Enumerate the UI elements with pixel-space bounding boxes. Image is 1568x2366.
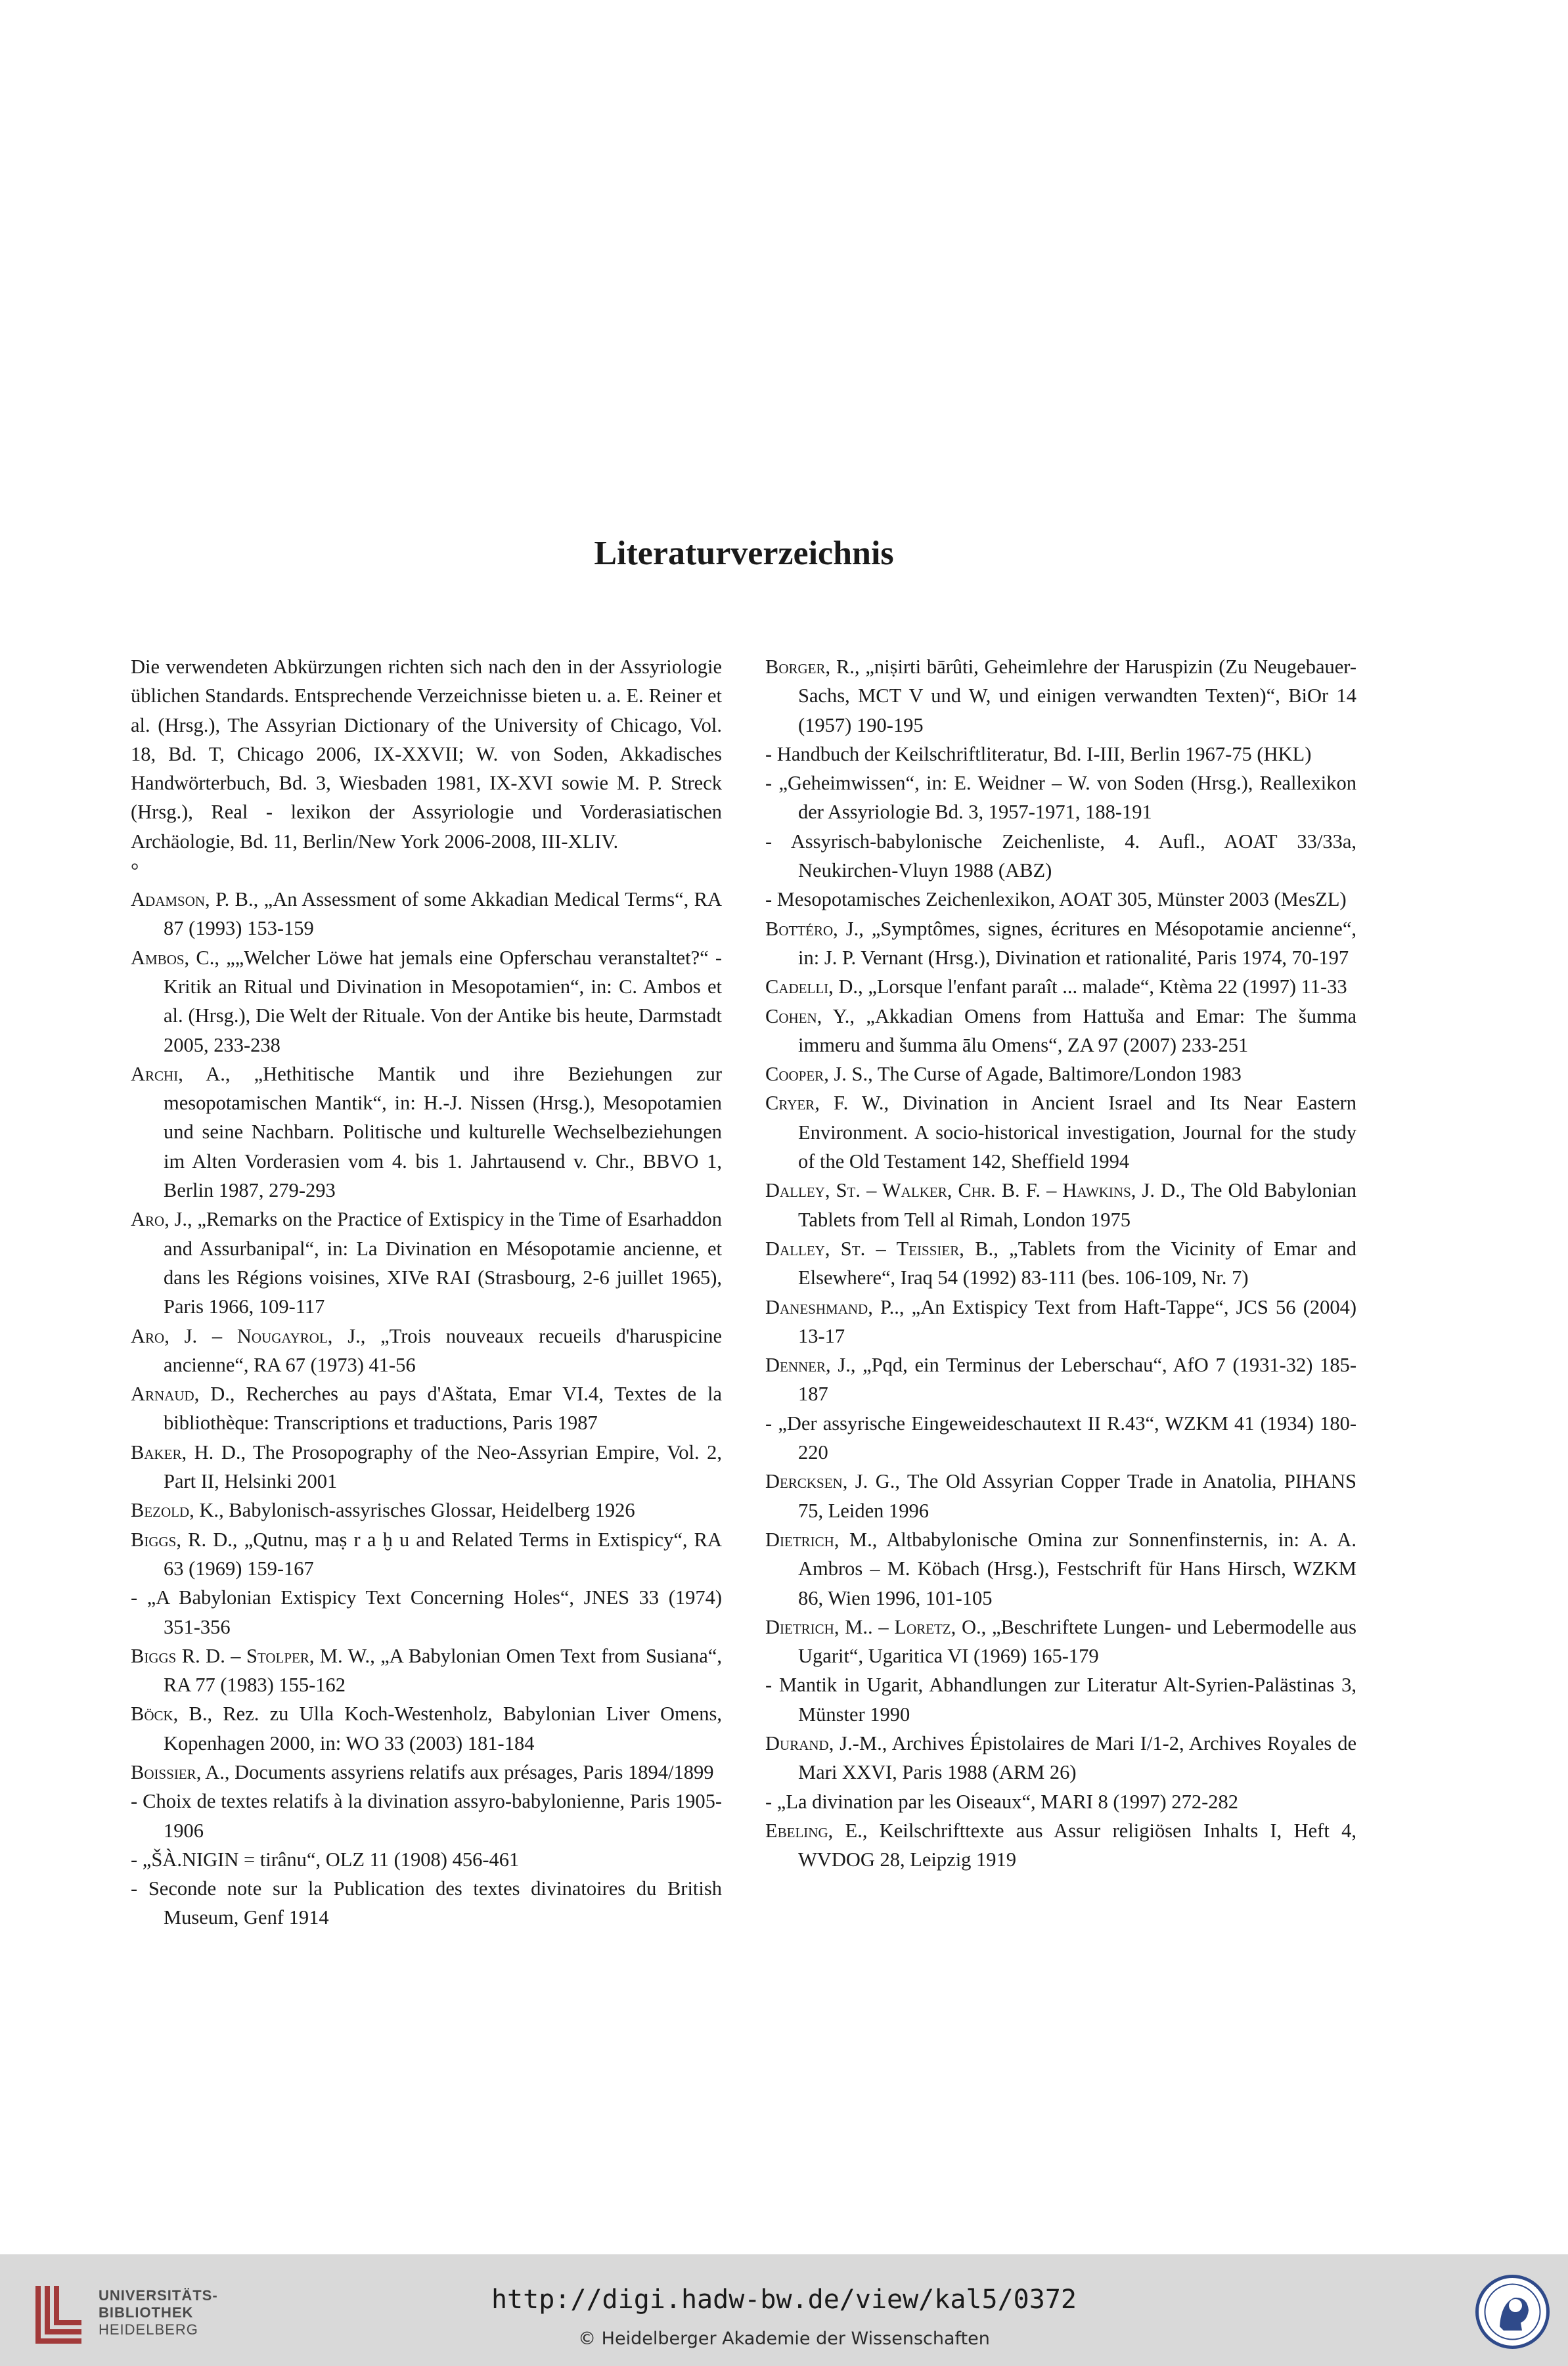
bibliography-entry xyxy=(765,827,1356,885)
bibliography-entry xyxy=(765,1816,1356,1875)
entry-details: Choix de textes relatifs à la divination assyro-babylonienne, Paris 1905-1906 xyxy=(143,1790,723,1842)
bibliography-entry xyxy=(765,1670,1356,1729)
entry-details: Documents assyriens relatifs aux présages, Paris 1894/1899 xyxy=(235,1760,714,1783)
entry-details: „ŠÀ.NIGIN = tirânu“, OLZ 11 (1908) 456-461 xyxy=(142,1848,520,1871)
bibliography-entry xyxy=(131,1525,722,1584)
entry-author: - xyxy=(765,742,773,765)
entry-separator: , xyxy=(884,1092,903,1115)
entry-separator: , xyxy=(187,1208,198,1231)
left-column xyxy=(131,652,722,1932)
library-line-3: HEIDELBERG xyxy=(99,2321,198,2338)
entry-author: - xyxy=(765,830,773,853)
entry-separator xyxy=(772,1412,778,1435)
right-column xyxy=(765,652,1356,1874)
bibliography-entry xyxy=(765,1467,1356,1525)
library-line-1: UNIVERSITÄTS- xyxy=(99,2287,218,2304)
entry-author: Böck, B. xyxy=(131,1703,208,1726)
entry-author: Dercksen, J. G. xyxy=(765,1470,895,1493)
entry-author: Dietrich, M. xyxy=(765,1528,872,1551)
entry-separator xyxy=(772,1674,779,1696)
entry-author: - xyxy=(131,1848,138,1871)
entry-separator: , xyxy=(882,1731,892,1754)
entry-author: Biggs R. D. – Stolper, M. W. xyxy=(131,1644,370,1667)
entry-separator xyxy=(772,830,791,853)
entry-details: „La divination par les Oiseaux“, MARI 8 (1997) 272-282 xyxy=(776,1790,1238,1813)
intro-paragraph: Die verwendeten Abkürzungen richten sich nach den in der Assyriologie üblichen Standards. Entsprechende Verzeichnisse bieten u. a. E. Reiner et al. (Hrsg.), The Assyrian Dictionary of the University of Chicago, Vol. 18, Bd. T, Chicago 2006, IX-XXVII; W. von Soden, Akkadisches Handwörterbuch, Bd. 3, Wiesbaden 1981, IX-XVI sowie M. P. Streck (Hrsg.), Real - lexikon der Assyriologie und Vorderasiatischen Archäologie, Bd. 11, Berlin/New York 2006-2008, III-XLIV. xyxy=(131,656,722,853)
entry-author: - xyxy=(131,1790,138,1813)
bibliography-entry xyxy=(131,1322,722,1380)
entry-author: Aro, J. – Nougayrol, J. xyxy=(131,1324,361,1347)
academy-seal-icon xyxy=(1475,2274,1550,2350)
entry-author: - xyxy=(765,1674,773,1697)
entry-separator xyxy=(772,1791,777,1813)
entry-author: Dalley, St. – Teissier, B. xyxy=(765,1237,994,1260)
entry-author: Baker, H. D. xyxy=(131,1440,241,1463)
copyright-notice: © Heidelberger Akademie der Wissenschaften xyxy=(578,2329,990,2349)
entry-separator xyxy=(137,1586,147,1609)
entry-details: „Symptômes, signes, écritures en Mésopotamie ancienne“, in: J. P. Vernant (Hrsg.), Divination et rationalité, Paris 1974, 70-197 xyxy=(798,917,1356,969)
entry-details: Divination in Ancient Israel and Its Near Eastern Environment. A socio-historical investigation, Journal for the study of the Old Testament 142, Sheffield 1994 xyxy=(798,1092,1357,1173)
entry-details: „Hethitische Mantik und ihre Beziehungen zur mesopotamischen Mantik“, in: H.-J. Nissen (Hrsg.), Mesopotamien und seine Nachbarn. Politische und kulturelle Wechselbeziehungen im Alten Vorderasien vom 4. bis 1. Jahrtausend v. Chr., BBVO 1, Berlin 1987, 279-293 xyxy=(164,1062,723,1202)
entry-separator: , xyxy=(370,1644,381,1667)
bibliography-entry xyxy=(131,1641,722,1700)
bibliography-entry xyxy=(765,972,1356,1001)
entry-separator: , xyxy=(360,1324,381,1347)
entry-details: Assyrisch-babylonische Zeichenliste, 4. Aufl., AOAT 33/33a, Neukirchen-Vluyn 1988 (ABZ) xyxy=(790,830,1356,882)
bibliography-entry xyxy=(131,1583,722,1641)
library-line-2: BIBLIOTHEK xyxy=(99,2304,194,2321)
bibliography-entry xyxy=(765,1176,1356,1234)
entry-separator: , xyxy=(253,888,264,911)
entry-separator: , xyxy=(849,1004,866,1027)
bibliography-entry xyxy=(131,1699,722,1758)
entry-separator: , xyxy=(219,1499,229,1522)
entry-author: Bezold, K. xyxy=(131,1499,219,1522)
entry-details: Rez. zu Ulla Koch-Westenholz, Babylonian Liver Omens, Kopenhagen 2000, in: WO 33 (2003) 181-184 xyxy=(164,1703,722,1754)
entry-details: „Geheimwissen“, in: E. Weidner – W. von Soden (Hrsg.), Reallexikon der Assyriologie Bd. 3, 1957-1971, 188-191 xyxy=(778,772,1357,824)
entry-details: The Old Assyrian Copper Trade in Anatolia, PIHANS 75, Leiden 1996 xyxy=(798,1470,1356,1522)
entry-author: - xyxy=(131,1877,138,1900)
entry-details: „Trois nouveaux recueils d'haruspicine ancienne“, RA 67 (1973) 41-56 xyxy=(164,1324,723,1376)
entry-author: Denner, J. xyxy=(765,1354,851,1377)
page-url-link[interactable]: http://digi.hadw-bw.de/view/kal5/0372 xyxy=(491,2285,1077,2315)
intro-mark: ° xyxy=(131,859,139,882)
entry-separator: , xyxy=(224,1760,235,1783)
entry-author: Archi, A. xyxy=(131,1062,225,1085)
bibliography-entry xyxy=(131,1379,722,1438)
entry-details: „Akkadian Omens from Hattuša and Emar: The šumma immeru and šumma ālu Omens“, ZA 97 (2007) 233-251 xyxy=(798,1004,1356,1056)
entry-author: Borger, R. xyxy=(765,656,855,678)
entry-separator xyxy=(772,772,778,794)
entry-details: „A Babylonian Omen Text from Susiana“, RA 77 (1983) 155-162 xyxy=(164,1644,722,1697)
entry-separator: , xyxy=(229,1383,246,1406)
entry-separator xyxy=(772,888,777,910)
entry-details: Handbuch der Keilschriftliteratur, Bd. I-III, Berlin 1967-75 (HKL) xyxy=(776,742,1312,765)
bibliography-entry xyxy=(765,1002,1356,1060)
bibliography-entry xyxy=(765,1525,1356,1613)
bibliography-entry xyxy=(131,1060,722,1205)
entry-details: The Curse of Agade, Baltimore/London 1983 xyxy=(877,1063,1242,1086)
bibliography-entry xyxy=(765,1787,1356,1816)
entry-details: „niṣirti bārûti, Geheimlehre der Haruspizin (Zu Neugebauer-Sachs, MCT V und W, und einigen verwandten Texten)“, BiOr 14 (1957) 190-195 xyxy=(798,656,1357,736)
entry-author: - xyxy=(765,1790,773,1813)
entry-details: The Old Babylonian Tablets from Tell al Rimah, London 1975 xyxy=(798,1179,1357,1231)
page-title: Literaturverzeichnis xyxy=(594,534,894,572)
entry-author: Ambos, C. xyxy=(131,946,215,969)
entry-details: „A Babylonian Extispicy Text Concerning Holes“, JNES 33 (1974) 351-356 xyxy=(146,1586,723,1638)
entry-details: Mantik in Ugarit, Abhandlungen zur Literatur Alt-Syrien-Palästinas 3, Münster 1990 xyxy=(779,1674,1356,1726)
entry-separator: , xyxy=(895,1470,907,1493)
entry-separator: , xyxy=(858,975,868,998)
entry-author: Adamson, P. B. xyxy=(131,888,254,911)
entry-separator: , xyxy=(981,1615,993,1638)
bibliography-entry xyxy=(765,740,1356,769)
bibliography-entry xyxy=(765,1729,1356,1787)
entry-author: Cooper, J. S. xyxy=(765,1063,868,1086)
bibliography-entry xyxy=(131,1787,722,1845)
entry-author: Boissier, A. xyxy=(131,1760,225,1783)
entry-details: Mesopotamisches Zeichenlexikon, AOAT 305, Münster 2003 (MesZL) xyxy=(776,888,1347,911)
entry-author: Dalley, St. – Walker, Chr. B. F. – Hawkins, J. D. xyxy=(765,1179,1180,1202)
entry-author: Biggs, R. D. xyxy=(131,1528,233,1551)
bibliography-entry xyxy=(131,1205,722,1321)
entry-separator xyxy=(137,1877,148,1900)
entry-author: Dietrich, M.. – Loretz, O. xyxy=(765,1615,981,1638)
entry-details: „Pqd, ein Terminus der Leberschau“, AfO 7 (1931-32) 185-187 xyxy=(798,1354,1357,1406)
entry-details: Babylonisch-assyrisches Glossar, Heidelberg 1926 xyxy=(229,1499,635,1522)
bibliography-entry xyxy=(765,1088,1356,1176)
entry-separator: , xyxy=(872,1528,887,1551)
entry-separator: , xyxy=(214,946,227,969)
entry-separator: , xyxy=(854,656,866,678)
entry-separator: , xyxy=(899,1295,912,1318)
bibliography-entry xyxy=(131,1438,722,1496)
entry-author: Aro, J. xyxy=(131,1208,188,1231)
entry-details: „„Welcher Löwe hat jemals eine Opferschau veranstaltet?“ - Kritik an Ritual und Divination in Mesopotamien“, in: C. Ambos et al. (Hrsg.), Die Welt der Rituale. Von der Antike bis heute, Darmstadt 2005, 233-238 xyxy=(164,946,723,1056)
entry-separator: , xyxy=(868,1063,878,1086)
entry-details: Archives Épistolaires de Mari I/1-2, Archives Royales de Mari XXVI, Paris 1988 (ARM 26) xyxy=(798,1731,1356,1784)
bibliography-entry xyxy=(765,1060,1356,1088)
entry-separator xyxy=(137,1848,143,1871)
entry-author: Arnaud, D. xyxy=(131,1383,230,1406)
entry-separator: , xyxy=(225,1062,254,1085)
entry-separator: , xyxy=(850,1354,863,1377)
entry-author: - xyxy=(131,1586,138,1609)
bibliography-entry xyxy=(765,1409,1356,1467)
bibliography-entry xyxy=(765,885,1356,914)
entry-details: „Tablets from the Vicinity of Emar and Elsewhere“, Iraq 54 (1992) 83-111 (bes. 106-109, Nr. 7) xyxy=(798,1237,1356,1289)
entry-details: „An Assessment of some Akkadian Medical Terms“, RA 87 (1993) 153-159 xyxy=(164,888,722,940)
entry-details: The Prosopography of the Neo-Assyrian Empire, Vol. 2, Part II, Helsinki 2001 xyxy=(164,1440,722,1493)
entry-author: Bottéro, J. xyxy=(765,917,859,940)
bibliography-list-right xyxy=(765,652,1356,1874)
bibliography-entry xyxy=(131,1496,722,1525)
entry-separator xyxy=(772,743,777,765)
entry-details: Keilschrifttexte aus Assur religiösen Inhalts I, Heft 4, WVDOG 28, Leipzig 1919 xyxy=(798,1819,1357,1871)
bibliography-entry xyxy=(131,1845,722,1874)
entry-details: Recherches au pays d'Aštata, Emar VI.4, Textes de la bibliothèque: Transcriptions et traductions, Paris 1987 xyxy=(164,1383,723,1435)
entry-details: Altbabylonische Omina zur Sonnenfinsternis, in: A. A. Ambros – M. Köbach (Hrsg.), Festschrift für Hans Hirsch, WZKM 86, Wien 1996, 101-105 xyxy=(798,1528,1356,1609)
entry-author: - xyxy=(765,888,773,911)
entry-separator: , xyxy=(862,1819,880,1842)
entry-author: Cadelli, D. xyxy=(765,975,859,998)
entry-author: Cohen, Y. xyxy=(765,1004,850,1027)
bibliography-entry xyxy=(765,1613,1356,1671)
bibliography-entry xyxy=(765,1234,1356,1293)
entry-details: „Der assyrische Eingeweideschautext II R.43“, WZKM 41 (1934) 180-220 xyxy=(778,1412,1356,1464)
entry-details: „Remarks on the Practice of Extispicy in the Time of Esarhaddon and Assurbanipal“, in: La Divination en Mésopotamie ancienne, et dans les Régions voisines, XIVe RAI (Strasbourg, 2-6 juillet 1965), Paris 1966, 109-117 xyxy=(164,1208,723,1318)
entry-details: „Beschriftete Lungen- und Lebermodelle aus Ugarit“, Ugaritica VI (1969) 165-179 xyxy=(798,1615,1356,1668)
entry-details: „An Extispicy Text from Haft-Tappe“, JCS 56 (2004) 13-17 xyxy=(798,1295,1357,1347)
entry-author: Daneshmand, P.. xyxy=(765,1295,899,1318)
entry-separator: , xyxy=(207,1703,223,1726)
entry-separator: , xyxy=(993,1237,1010,1260)
entry-author: - xyxy=(765,1412,773,1435)
bibliography-entry xyxy=(765,1350,1356,1409)
entry-details: „Qutnu, maṣ r a ḫ u and Related Terms in Extispicy“, RA 63 (1969) 159-167 xyxy=(164,1528,722,1580)
bibliography-entry xyxy=(765,652,1356,740)
entry-details: Seconde note sur la Publication des textes divinatoires du British Museum, Genf 1914 xyxy=(148,1877,722,1929)
entry-details: „Lorsque l'enfant paraît ... malade“, Ktèma 22 (1997) 11-33 xyxy=(868,975,1347,998)
entry-author: - xyxy=(765,772,773,795)
bibliography-entry xyxy=(131,1874,722,1932)
bibliography-list-left xyxy=(131,885,722,1932)
bibliography-entry xyxy=(131,1758,722,1787)
bibliography-entry xyxy=(131,885,722,943)
entry-author: Cryer, F. W. xyxy=(765,1092,884,1115)
entry-separator: , xyxy=(240,1440,254,1463)
entry-author: Durand, J.-M. xyxy=(765,1731,882,1754)
bibliography-entry xyxy=(131,943,722,1060)
bibliography-entry xyxy=(765,1293,1356,1351)
footer-bar xyxy=(0,2254,1568,2366)
bibliography-entry xyxy=(765,769,1356,827)
entry-separator: , xyxy=(859,917,872,940)
bibliography-entry xyxy=(765,914,1356,973)
entry-separator: , xyxy=(232,1528,244,1551)
entry-separator: , xyxy=(1180,1179,1191,1202)
entry-separator xyxy=(137,1790,143,1812)
entry-author: Ebeling, E. xyxy=(765,1819,862,1842)
